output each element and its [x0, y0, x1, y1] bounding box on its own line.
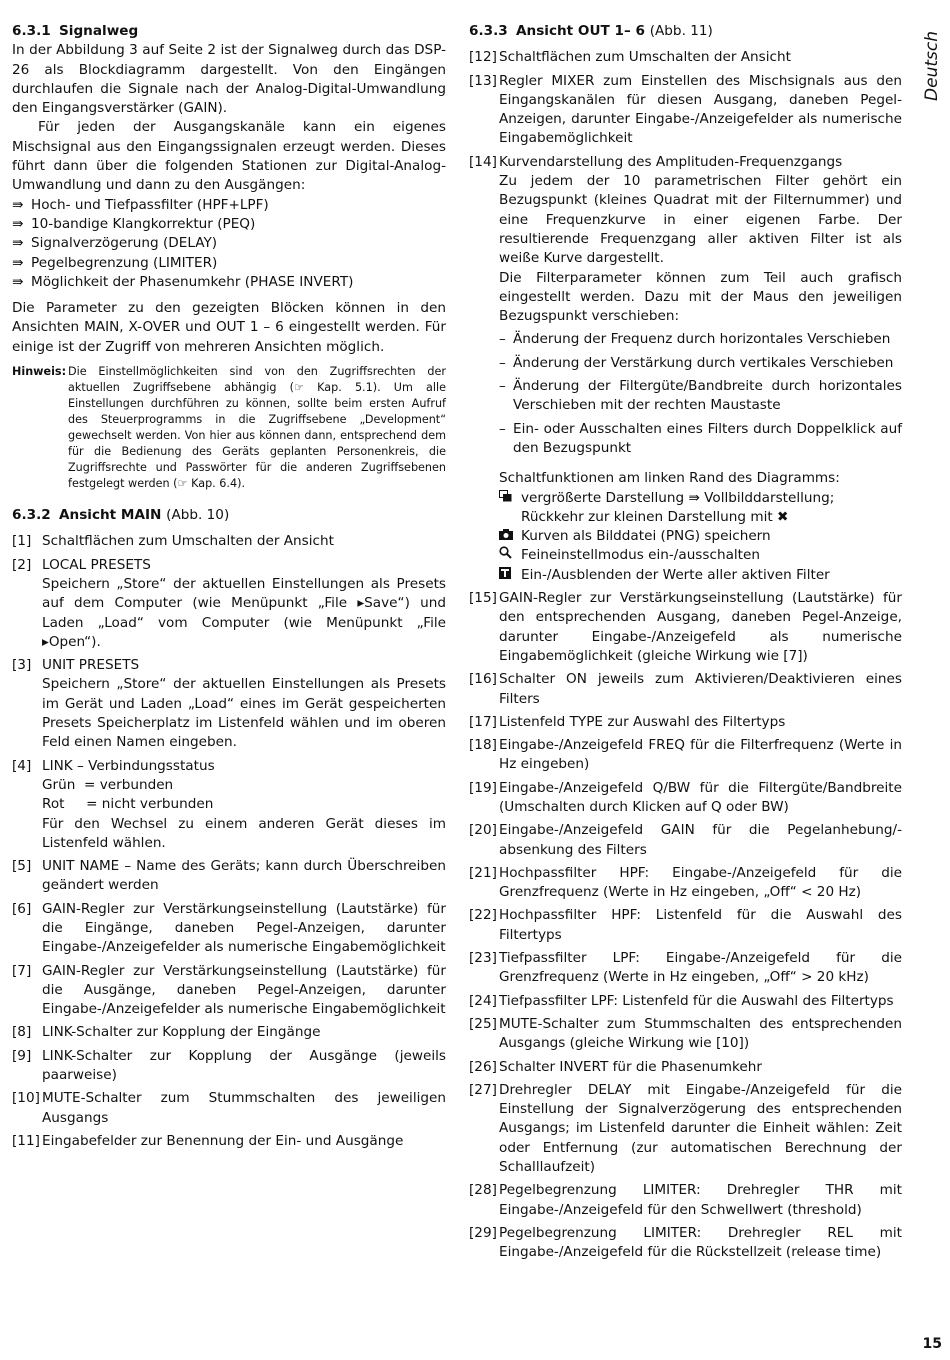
arrow-icon: ⇛ [12, 273, 24, 290]
list-item [469, 72, 902, 149]
function-line [499, 508, 902, 527]
item-number: [10] [12, 1090, 40, 1107]
list-item [469, 736, 902, 775]
item-list [12, 532, 451, 1151]
list-item-curve [469, 153, 902, 585]
function-line [499, 566, 902, 585]
dash-item: – Änderung der Verstärkung durch vertikales Verschieben [499, 354, 902, 373]
arrow-icon: ⇛ [12, 196, 24, 213]
item-number: [21] [469, 864, 497, 881]
item-text: Eingabefelder zur Benennung der Ein- und Ausgänge [42, 1132, 404, 1149]
dash-item: – Ein- oder Ausschalten eines Filters durch Doppelklick auf den Bezugspunkt [499, 420, 902, 459]
item-number: [26] [469, 1058, 497, 1075]
list-item [12, 857, 451, 896]
item-number: [20] [469, 822, 497, 839]
item-number: [22] [469, 907, 497, 924]
list-item [12, 215, 446, 234]
toggle-values-icon [499, 566, 521, 585]
function-line [499, 489, 902, 508]
list-item [469, 48, 902, 67]
dash-text: Änderung der Frequenz durch horizontales Verschieben [513, 331, 891, 348]
item-text: GAIN-Regler zur Verstärkungseinstellung (Lautstärke) für die Eingänge, daneben Pegel-Anzeigen, darunter Eingabe-/Anzeigefelder als numerische Eingabemöglichkeit [42, 900, 451, 956]
function-line [499, 546, 902, 565]
list-item [469, 670, 902, 709]
section-heading-main [12, 506, 446, 525]
item-number: [9] [12, 1047, 32, 1064]
item-text: Eingabe-/Anzeigefeld FREQ für die Filterfrequenz (Werte in Hz eingeben) [499, 737, 902, 773]
section-title: Ansicht MAIN [59, 507, 162, 524]
item-text: Hochpassfilter HPF: Listenfeld für die Auswahl des Filtertyps [499, 907, 902, 943]
arrow-icon: ⇛ [12, 254, 24, 271]
figure-reference: (Abb. 11) [649, 23, 713, 39]
expand-icon [499, 489, 521, 508]
list-item [469, 906, 902, 945]
list-item-text: Hoch- und Tiefpassfilter (HPF+LPF) [31, 196, 269, 213]
item-number: [15] [469, 590, 497, 607]
item-number: [7] [12, 962, 32, 979]
section-title: Ansicht OUT 1– 6 [516, 23, 645, 39]
station-list [12, 196, 446, 292]
item-number: [24] [469, 992, 497, 1009]
item-number: [29] [469, 1224, 497, 1241]
item-number: [3] [12, 657, 32, 674]
list-item [12, 1132, 446, 1151]
item-number: [11] [12, 1132, 40, 1149]
item-text: Tiefpassfilter LPF: Listenfeld für die Auswahl des Filtertyps [499, 992, 894, 1009]
list-item [12, 1047, 451, 1086]
list-item [469, 589, 902, 666]
list-item [12, 757, 451, 853]
list-item [469, 713, 902, 732]
item-text: Speichern „Store“ der aktuellen Einstellungen als Presets im Gerät und Laden „Load“ eines im Gerät gespeicherten Presets Speicherplatz im Listenfeld wählen und im oberen Feld einen Namen eingeben. [42, 676, 451, 751]
section-number: 6.3.3 [469, 23, 508, 39]
dash-item: – Änderung der Frequenz durch horizontales Verschieben [499, 330, 902, 349]
item-text: Die Filterparameter können zum Teil auch grafisch eingestellt werden. Dazu mit der Maus den jeweiligen Bezugspunkt verschieben: [499, 269, 902, 325]
item-number: [17] [469, 713, 497, 730]
item-number: [2] [12, 556, 32, 573]
item-text: Rot = nicht verbunden [42, 796, 214, 813]
list-item [12, 656, 451, 752]
item-text: Pegelbegrenzung LIMITER: Drehregler THR mit Eingabe-/Anzeigefeld für den Schwellwert (threshold) [499, 1182, 902, 1218]
list-item [469, 821, 902, 860]
section-title: Signalweg [59, 23, 139, 39]
list-item [12, 532, 446, 551]
list-item-text: Pegelbegrenzung (LIMITER) [31, 254, 218, 271]
item-title: Kurvendarstellung des Amplituden-Frequenzgangs [499, 153, 843, 170]
camera-icon [499, 527, 521, 546]
item-number: [19] [469, 779, 497, 796]
function-text: Rückkehr zur kleinen Darstellung mit ✖ [521, 508, 789, 525]
item-number: [4] [12, 757, 32, 774]
item-number: [8] [12, 1024, 32, 1041]
list-item [469, 992, 902, 1011]
paragraph: Für jeden der Ausgangskanäle kann ein eigenes Mischsignal aus den Eingangssignalen erzeugt werden. Dieses führt dann über die folgenden Stationen zur Digital-Analog-Umwandlung und dann zu den Ausgängen: [12, 119, 446, 194]
note-label: Hinweis: [12, 365, 67, 379]
item-text: Eingabe-/Anzeigefeld GAIN für die Pegelanhebung/-absenkung des Filters [499, 822, 902, 858]
item-number: [23] [469, 950, 497, 967]
arrow-icon: ⇛ [12, 215, 24, 232]
item-number: [28] [469, 1182, 497, 1199]
list-item [12, 900, 451, 958]
item-text: MUTE-Schalter zum Stummschalten des entsprechenden Ausgangs (gleiche Wirkung wie [10]) [499, 1015, 902, 1052]
list-item [12, 196, 446, 215]
function-text: vergrößerte Darstellung ⇛ Vollbilddarstellung; [521, 489, 835, 506]
figure-reference: (Abb. 10) [166, 507, 230, 524]
list-item [469, 1224, 902, 1263]
function-line [499, 527, 902, 546]
item-number: [5] [12, 858, 32, 875]
function-text: Ein-/Ausblenden der Werte aller aktiven Filter [521, 566, 830, 583]
item-text: Pegelbegrenzung LIMITER: Drehregler REL mit Eingabe-/Anzeigefeld für die Rückstellzeit (release time) [499, 1224, 902, 1261]
list-item [469, 1081, 902, 1177]
paragraph: Die Parameter zu den gezeigten Blöcken können in den Ansichten MAIN, X-OVER und OUT 1 – 6 eingestellt werden. Für einige ist der Zugriff von mehreren Ansichten möglich. [12, 300, 446, 355]
item-text: LINK-Schalter zur Kopplung der Eingänge [42, 1024, 321, 1041]
item-text: UNIT PRESETS [42, 657, 140, 674]
item-text: Tiefpassfilter LPF: Eingabe-/Anzeigefeld für die Grenzfrequenz (Werte in Hz eingeben, „Off“ > 20 kHz) [499, 950, 902, 986]
item-number: [27] [469, 1081, 497, 1098]
item-text: Schaltfunktionen am linken Rand des Diagramms: [499, 470, 840, 487]
list-item [12, 1089, 451, 1128]
item-text: LINK-Schalter zur Kopplung der Ausgänge (jeweils paarweise) [42, 1047, 451, 1084]
magnifier-icon [499, 546, 521, 565]
list-item [12, 556, 451, 652]
right-column [469, 22, 902, 1267]
item-text: Drehregler DELAY mit Eingabe-/Anzeigefeld für die Einstellung der Signalverzögerung des entsprechenden Ausgangs; im Listenfeld darunter die Einheit wählen: Zeit oder Entfernung (zur automatischen Berechnung der Schalllaufzeit) [499, 1081, 902, 1176]
item-number: [14] [469, 153, 497, 170]
list-item [12, 234, 446, 253]
item-text: UNIT NAME – Name des Geräts; kann durch Überschreiben geändert werden [42, 858, 451, 894]
list-item [469, 949, 902, 988]
list-item [469, 779, 902, 818]
item-number: [16] [469, 671, 497, 688]
note-box [12, 364, 446, 492]
item-text: Schaltflächen zum Umschalten der Ansicht [42, 533, 334, 550]
item-number: [25] [469, 1015, 497, 1032]
item-number: [1] [12, 533, 32, 550]
dash-text: Änderung der Filtergüte/Bandbreite durch horizontales Verschieben mit der rechten Maustaste [513, 378, 902, 414]
list-item-text: Signalverzögerung (DELAY) [31, 235, 218, 252]
item-number: [13] [469, 72, 497, 89]
page-number: 15 [922, 1336, 942, 1352]
list-item [12, 962, 451, 1020]
list-item [12, 254, 446, 273]
section-heading-out [469, 22, 902, 41]
section-number: 6.3.2 [12, 507, 51, 524]
item-text: Speichern „Store“ der aktuellen Einstellungen als Presets auf dem Computer (wie Menüpunkt „File ▸Save“) und Laden „Load“ vom Computer (wie Menüpunkt „File ▸Open“). [42, 575, 451, 650]
dash-item: – Änderung der Filtergüte/Bandbreite durch horizontales Verschieben mit der rechten Maustaste [499, 377, 902, 416]
section-number: 6.3.1 [12, 23, 51, 39]
arrow-icon: ⇛ [12, 235, 24, 252]
list-item [469, 864, 902, 903]
item-list [469, 589, 902, 1263]
list-item [12, 1023, 446, 1042]
item-number: [6] [12, 900, 32, 917]
item-text: Schalter INVERT für die Phasenumkehr [499, 1058, 762, 1075]
item-text: Schaltflächen zum Umschalten der Ansicht [499, 49, 791, 66]
item-text: MUTE-Schalter zum Stummschalten des jeweiligen Ausgangs [42, 1090, 451, 1126]
item-text: GAIN-Regler zur Verstärkungseinstellung (Lautstärke) für die Ausgänge, daneben Pegel-Anzeigen, darunter Eingabe-/Anzeigefelder als numerische Eingabemöglichkeit [42, 962, 451, 1018]
paragraph: In der Abbildung 3 auf Seite 2 ist der Signalweg durch das DSP-26 als Blockdiagramm dargestellt. Von den Eingängen durchlaufen die Signale nach der Analog-Digital-Umwandlung den Eingangsverstärker (GAIN). [12, 42, 446, 117]
item-text: Schalter ON jeweils zum Aktivieren/Deaktivieren eines Filters [499, 671, 902, 707]
note-text: Die Einstellmöglichkeiten sind von den Zugriffsrechten der aktuellen Zugriffsebene abhängig (☞ Kap. 5.1). Um alle Einstellungen durchführen zu können, sollte beim ersten Aufruf des Steuerprogramms in die Zugriffsebene „Development“ gewechselt werden. Von hier aus können dann, entsprechend dem für die Bedienung des Geräts geplanten Personenkreis, die Zugriffsrechte und Passwörter für die anderen Zugriffsebenen festgelegt werden (☞ Kap. 6.4). [68, 365, 446, 491]
item-text: LOCAL PRESETS [42, 556, 151, 573]
list-item [12, 273, 446, 292]
function-text: Kurven als Bilddatei (PNG) speichern [521, 528, 771, 545]
dash-text: Ein- oder Ausschalten eines Filters durch Doppelklick auf den Bezugspunkt [513, 420, 902, 456]
item-text: Grün = verbunden [42, 776, 174, 793]
item-text: Für den Wechsel zu einem anderen Gerät dieses im Listenfeld wählen. [42, 815, 451, 851]
section-heading-signalweg [12, 22, 446, 41]
item-text: Listenfeld TYPE zur Auswahl des Filtertyps [499, 713, 786, 730]
language-tab [922, 26, 942, 106]
list-item [469, 1058, 902, 1077]
item-number: [18] [469, 737, 497, 754]
item-text: LINK – Verbindungsstatus [42, 757, 215, 774]
item-text: Zu jedem der 10 parametrischen Filter gehört ein Bezugspunkt (kleines Quadrat mit der Filternummer) und eine Frequenzkurve in einer eigenen Farbe. Der resultierende Frequenzgang aller aktiven Filter ist als weiße Kurve dargestellt. [499, 173, 902, 267]
list-item [469, 1181, 902, 1220]
left-column [12, 22, 451, 1155]
item-text: Regler MIXER zum Einstellen des Mischsignals aus den Eingangskanälen für diesen Ausgang, daneben Pegel-Anzeigen, darunter Eingabe-/Anzeigefelder als numerische Eingabemöglichkeit [499, 72, 902, 147]
item-text: Eingabe-/Anzeigefeld Q/BW für die Filtergüte/Bandbreite (Umschalten durch Klicken auf Q oder BW) [499, 779, 902, 815]
item-text: GAIN-Regler zur Verstärkungseinstellung (Lautstärke) für den entsprechenden Ausgang, daneben Pegel-Anzeige, darunter Eingabe-/Anzeigefeld als numerische Eingabemöglichkeit (gleiche Wirkung wie [7]) [499, 590, 902, 664]
list-item-text: 10-bandige Klangkorrektur (PEQ) [31, 215, 256, 232]
language-label: Deutsch [922, 31, 942, 101]
list-item [469, 1015, 902, 1054]
list-item-text: Möglichkeit der Phasenumkehr (PHASE INVERT) [31, 273, 354, 290]
item-number: [12] [469, 49, 497, 66]
dash-text: Änderung der Verstärkung durch vertikales Verschieben [513, 354, 894, 371]
item-text: Hochpassfilter HPF: Eingabe-/Anzeigefeld für die Grenzfrequenz (Werte in Hz eingeben, „Off“ < 20 Hz) [499, 864, 902, 901]
function-text: Feineinstellmodus ein-/ausschalten [521, 547, 760, 564]
